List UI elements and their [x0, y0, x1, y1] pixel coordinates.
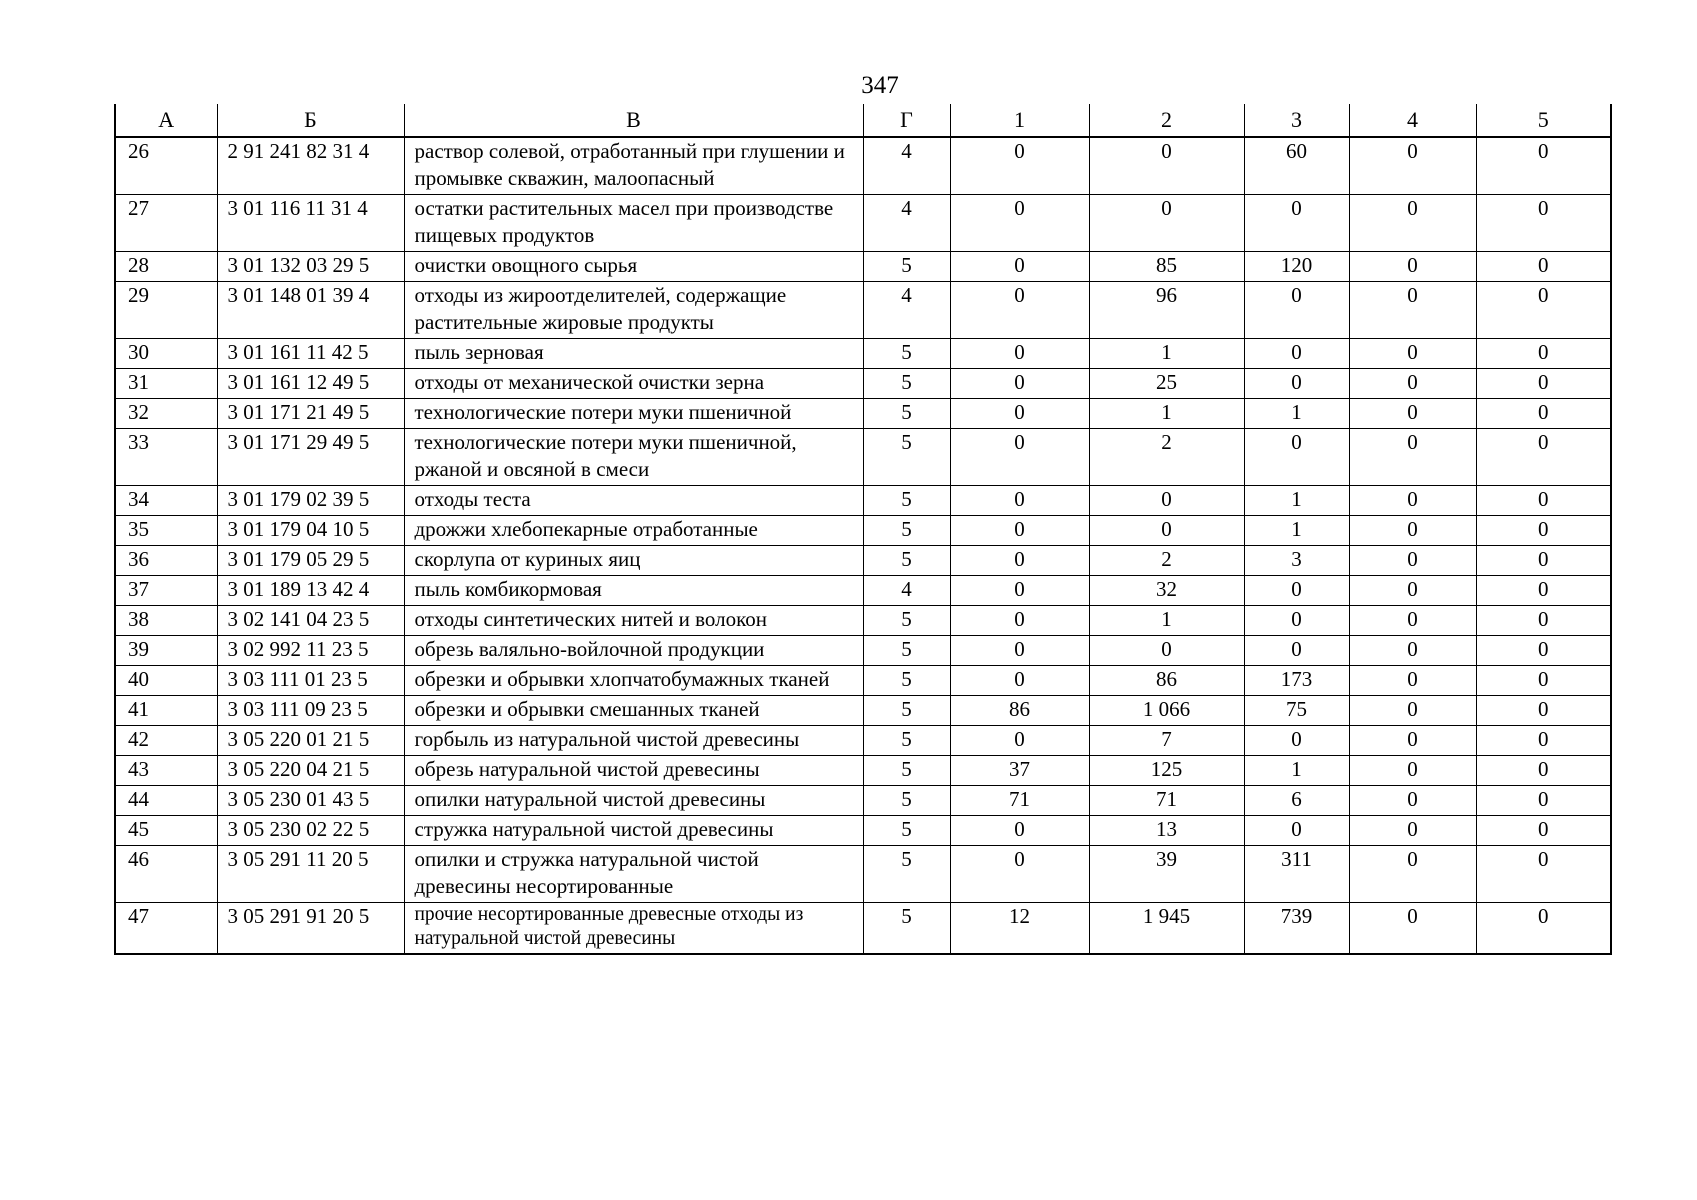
header-cell-a: А	[115, 104, 217, 137]
cell-col-1: 0	[950, 429, 1089, 486]
cell-col-2: 7	[1089, 726, 1244, 756]
cell-row-number: 26	[115, 137, 217, 195]
cell-col-4: 0	[1349, 726, 1476, 756]
cell-row-number: 32	[115, 399, 217, 429]
cell-col-3: 0	[1244, 726, 1349, 756]
cell-col-1: 0	[950, 486, 1089, 516]
cell-col-3: 1	[1244, 516, 1349, 546]
cell-hazard-class: 5	[863, 786, 950, 816]
cell-hazard-class: 5	[863, 816, 950, 846]
cell-col-3: 0	[1244, 576, 1349, 606]
cell-col-2: 96	[1089, 282, 1244, 339]
cell-code: 3 02 992 11 23 5	[217, 636, 404, 666]
cell-col-3: 0	[1244, 282, 1349, 339]
cell-col-2: 86	[1089, 666, 1244, 696]
cell-hazard-class: 5	[863, 516, 950, 546]
cell-col-2: 1 945	[1089, 903, 1244, 955]
cell-col-4: 0	[1349, 369, 1476, 399]
cell-col-1: 0	[950, 576, 1089, 606]
table-row	[115, 816, 1611, 846]
cell-waste-name: отходы от механической очистки зерна	[404, 369, 863, 399]
cell-col-3: 0	[1244, 369, 1349, 399]
cell-row-number: 39	[115, 636, 217, 666]
cell-hazard-class: 5	[863, 369, 950, 399]
cell-col-5: 0	[1476, 137, 1611, 195]
cell-col-5: 0	[1476, 195, 1611, 252]
cell-hazard-class: 5	[863, 339, 950, 369]
table-body	[115, 137, 1611, 954]
table-row	[115, 399, 1611, 429]
cell-col-4: 0	[1349, 516, 1476, 546]
table-row	[115, 282, 1611, 339]
cell-col-5: 0	[1476, 696, 1611, 726]
cell-col-1: 0	[950, 516, 1089, 546]
cell-col-2: 125	[1089, 756, 1244, 786]
cell-waste-name: обрезки и обрывки смешанных тканей	[404, 696, 863, 726]
cell-col-5: 0	[1476, 726, 1611, 756]
cell-row-number: 40	[115, 666, 217, 696]
cell-row-number: 44	[115, 786, 217, 816]
cell-hazard-class: 4	[863, 576, 950, 606]
cell-waste-name: дрожжи хлебопекарные отработанные	[404, 516, 863, 546]
cell-col-4: 0	[1349, 756, 1476, 786]
cell-col-1: 0	[950, 846, 1089, 903]
cell-col-1: 0	[950, 399, 1089, 429]
cell-col-3: 0	[1244, 195, 1349, 252]
cell-col-1: 86	[950, 696, 1089, 726]
cell-code: 3 01 116 11 31 4	[217, 195, 404, 252]
cell-col-3: 3	[1244, 546, 1349, 576]
cell-col-4: 0	[1349, 339, 1476, 369]
cell-col-4: 0	[1349, 606, 1476, 636]
cell-row-number: 31	[115, 369, 217, 399]
table-row	[115, 726, 1611, 756]
cell-code: 3 01 179 02 39 5	[217, 486, 404, 516]
cell-code: 3 05 230 02 22 5	[217, 816, 404, 846]
cell-hazard-class: 5	[863, 666, 950, 696]
header-cell-5: 5	[1476, 104, 1611, 137]
cell-hazard-class: 5	[863, 429, 950, 486]
cell-col-3: 0	[1244, 606, 1349, 636]
cell-col-5: 0	[1476, 516, 1611, 546]
cell-col-3: 0	[1244, 429, 1349, 486]
header-cell-3: 3	[1244, 104, 1349, 137]
cell-col-2: 0	[1089, 486, 1244, 516]
page-number: 347	[861, 72, 899, 99]
cell-col-4: 0	[1349, 576, 1476, 606]
cell-col-5: 0	[1476, 546, 1611, 576]
cell-col-3: 739	[1244, 903, 1349, 955]
cell-col-5: 0	[1476, 606, 1611, 636]
cell-col-3: 0	[1244, 339, 1349, 369]
cell-col-3: 1	[1244, 399, 1349, 429]
table-row	[115, 756, 1611, 786]
cell-hazard-class: 5	[863, 636, 950, 666]
cell-col-2: 0	[1089, 195, 1244, 252]
cell-col-3: 1	[1244, 486, 1349, 516]
cell-code: 3 03 111 01 23 5	[217, 666, 404, 696]
cell-col-1: 0	[950, 666, 1089, 696]
cell-col-2: 1	[1089, 399, 1244, 429]
cell-waste-name: пыль зерновая	[404, 339, 863, 369]
cell-col-4: 0	[1349, 846, 1476, 903]
cell-col-2: 2	[1089, 429, 1244, 486]
table-row	[115, 137, 1611, 195]
table-row	[115, 903, 1611, 955]
cell-col-1: 71	[950, 786, 1089, 816]
cell-col-2: 2	[1089, 546, 1244, 576]
header-cell-1: 1	[950, 104, 1089, 137]
cell-col-2: 1 066	[1089, 696, 1244, 726]
cell-col-4: 0	[1349, 252, 1476, 282]
cell-row-number: 30	[115, 339, 217, 369]
cell-col-3: 75	[1244, 696, 1349, 726]
cell-col-2: 32	[1089, 576, 1244, 606]
cell-waste-name: пыль комбикормовая	[404, 576, 863, 606]
cell-hazard-class: 5	[863, 546, 950, 576]
cell-row-number: 43	[115, 756, 217, 786]
cell-waste-name: отходы теста	[404, 486, 863, 516]
table-row	[115, 606, 1611, 636]
cell-code: 3 01 179 05 29 5	[217, 546, 404, 576]
cell-col-5: 0	[1476, 756, 1611, 786]
header-row	[115, 104, 1611, 137]
table-row	[115, 846, 1611, 903]
cell-col-3: 1	[1244, 756, 1349, 786]
cell-code: 3 01 132 03 29 5	[217, 252, 404, 282]
cell-hazard-class: 4	[863, 282, 950, 339]
cell-waste-name: стружка натуральной чистой древесины	[404, 816, 863, 846]
cell-col-4: 0	[1349, 636, 1476, 666]
table-row	[115, 339, 1611, 369]
cell-waste-name: горбыль из натуральной чистой древесины	[404, 726, 863, 756]
cell-code: 3 01 161 11 42 5	[217, 339, 404, 369]
cell-waste-name: технологические потери муки пшеничной, ржаной и овсяной в смеси	[404, 429, 863, 486]
cell-col-4: 0	[1349, 399, 1476, 429]
cell-code: 3 01 148 01 39 4	[217, 282, 404, 339]
cell-waste-name: скорлупа от куриных яиц	[404, 546, 863, 576]
cell-code: 3 05 230 01 43 5	[217, 786, 404, 816]
waste-table	[114, 104, 1612, 955]
cell-row-number: 28	[115, 252, 217, 282]
cell-col-1: 0	[950, 195, 1089, 252]
cell-code: 3 01 189 13 42 4	[217, 576, 404, 606]
header-cell-2: 2	[1089, 104, 1244, 137]
cell-col-5: 0	[1476, 429, 1611, 486]
header-cell-4: 4	[1349, 104, 1476, 137]
cell-col-1: 0	[950, 137, 1089, 195]
cell-col-5: 0	[1476, 576, 1611, 606]
cell-col-1: 37	[950, 756, 1089, 786]
cell-col-5: 0	[1476, 486, 1611, 516]
cell-waste-name: технологические потери муки пшеничной	[404, 399, 863, 429]
cell-code: 3 01 161 12 49 5	[217, 369, 404, 399]
cell-hazard-class: 5	[863, 399, 950, 429]
table-row	[115, 486, 1611, 516]
cell-hazard-class: 5	[863, 606, 950, 636]
cell-hazard-class: 4	[863, 195, 950, 252]
table-row	[115, 546, 1611, 576]
cell-col-2: 1	[1089, 339, 1244, 369]
cell-hazard-class: 4	[863, 137, 950, 195]
cell-col-4: 0	[1349, 429, 1476, 486]
cell-col-2: 13	[1089, 816, 1244, 846]
cell-col-5: 0	[1476, 786, 1611, 816]
cell-row-number: 34	[115, 486, 217, 516]
cell-waste-name: опилки и стружка натуральной чистой древесины несортированные	[404, 846, 863, 903]
cell-col-4: 0	[1349, 903, 1476, 955]
table-row	[115, 429, 1611, 486]
cell-col-5: 0	[1476, 666, 1611, 696]
cell-code: 3 02 141 04 23 5	[217, 606, 404, 636]
cell-col-4: 0	[1349, 137, 1476, 195]
cell-row-number: 46	[115, 846, 217, 903]
cell-row-number: 42	[115, 726, 217, 756]
cell-col-5: 0	[1476, 339, 1611, 369]
table-row	[115, 576, 1611, 606]
cell-col-1: 0	[950, 339, 1089, 369]
cell-row-number: 47	[115, 903, 217, 955]
cell-waste-name: отходы из жироотделителей, содержащие растительные жировые продукты	[404, 282, 863, 339]
cell-col-2: 39	[1089, 846, 1244, 903]
table-row	[115, 696, 1611, 726]
table-row	[115, 369, 1611, 399]
cell-code: 3 01 171 21 49 5	[217, 399, 404, 429]
cell-waste-name: прочие несортированные древесные отходы из натуральной чистой древесины	[404, 903, 863, 955]
cell-code: 3 01 171 29 49 5	[217, 429, 404, 486]
cell-col-3: 311	[1244, 846, 1349, 903]
cell-col-1: 0	[950, 606, 1089, 636]
cell-row-number: 37	[115, 576, 217, 606]
cell-col-2: 71	[1089, 786, 1244, 816]
cell-row-number: 35	[115, 516, 217, 546]
cell-col-2: 1	[1089, 606, 1244, 636]
cell-code: 3 05 291 11 20 5	[217, 846, 404, 903]
cell-hazard-class: 5	[863, 252, 950, 282]
cell-col-2: 0	[1089, 636, 1244, 666]
cell-col-5: 0	[1476, 816, 1611, 846]
cell-col-5: 0	[1476, 369, 1611, 399]
cell-col-3: 173	[1244, 666, 1349, 696]
cell-col-5: 0	[1476, 399, 1611, 429]
cell-col-1: 0	[950, 369, 1089, 399]
cell-row-number: 45	[115, 816, 217, 846]
cell-row-number: 38	[115, 606, 217, 636]
table-row	[115, 195, 1611, 252]
cell-col-4: 0	[1349, 195, 1476, 252]
cell-col-4: 0	[1349, 282, 1476, 339]
cell-col-4: 0	[1349, 666, 1476, 696]
cell-col-5: 0	[1476, 252, 1611, 282]
cell-col-4: 0	[1349, 546, 1476, 576]
cell-col-4: 0	[1349, 786, 1476, 816]
cell-code: 3 05 220 04 21 5	[217, 756, 404, 786]
table-row	[115, 666, 1611, 696]
cell-col-5: 0	[1476, 282, 1611, 339]
cell-code: 3 01 179 04 10 5	[217, 516, 404, 546]
cell-col-2: 0	[1089, 516, 1244, 546]
cell-col-3: 0	[1244, 636, 1349, 666]
cell-code: 2 91 241 82 31 4	[217, 137, 404, 195]
cell-waste-name: остатки растительных масел при производстве пищевых продуктов	[404, 195, 863, 252]
header-cell-b: Б	[217, 104, 404, 137]
cell-col-2: 85	[1089, 252, 1244, 282]
cell-col-1: 0	[950, 252, 1089, 282]
cell-row-number: 36	[115, 546, 217, 576]
header-cell-v: В	[404, 104, 863, 137]
cell-col-3: 60	[1244, 137, 1349, 195]
cell-col-3: 120	[1244, 252, 1349, 282]
table-row	[115, 636, 1611, 666]
cell-hazard-class: 5	[863, 846, 950, 903]
cell-code: 3 03 111 09 23 5	[217, 696, 404, 726]
cell-col-3: 6	[1244, 786, 1349, 816]
cell-code: 3 05 220 01 21 5	[217, 726, 404, 756]
table-row	[115, 786, 1611, 816]
cell-col-1: 0	[950, 282, 1089, 339]
cell-col-4: 0	[1349, 486, 1476, 516]
cell-col-1: 0	[950, 726, 1089, 756]
cell-waste-name: опилки натуральной чистой древесины	[404, 786, 863, 816]
cell-row-number: 33	[115, 429, 217, 486]
cell-row-number: 41	[115, 696, 217, 726]
cell-waste-name: очистки овощного сырья	[404, 252, 863, 282]
cell-waste-name: обрезки и обрывки хлопчатобумажных тканей	[404, 666, 863, 696]
cell-col-5: 0	[1476, 903, 1611, 955]
cell-hazard-class: 5	[863, 726, 950, 756]
cell-col-1: 0	[950, 546, 1089, 576]
table-row	[115, 516, 1611, 546]
header-cell-g: Г	[863, 104, 950, 137]
document-table-container	[114, 104, 1610, 955]
cell-col-1: 12	[950, 903, 1089, 955]
cell-waste-name: обрезь валяльно-войлочной продукции	[404, 636, 863, 666]
cell-col-2: 25	[1089, 369, 1244, 399]
cell-col-4: 0	[1349, 696, 1476, 726]
cell-row-number: 27	[115, 195, 217, 252]
cell-waste-name: обрезь натуральной чистой древесины	[404, 756, 863, 786]
cell-row-number: 29	[115, 282, 217, 339]
cell-col-2: 0	[1089, 137, 1244, 195]
cell-hazard-class: 5	[863, 696, 950, 726]
cell-col-3: 0	[1244, 816, 1349, 846]
table-row	[115, 252, 1611, 282]
cell-col-5: 0	[1476, 846, 1611, 903]
cell-hazard-class: 5	[863, 486, 950, 516]
cell-col-1: 0	[950, 816, 1089, 846]
cell-col-4: 0	[1349, 816, 1476, 846]
cell-waste-name: раствор солевой, отработанный при глушении и промывке скважин, малоопасный	[404, 137, 863, 195]
cell-waste-name: отходы синтетических нитей и волокон	[404, 606, 863, 636]
table-header	[115, 104, 1611, 137]
cell-col-1: 0	[950, 636, 1089, 666]
cell-hazard-class: 5	[863, 756, 950, 786]
cell-hazard-class: 5	[863, 903, 950, 955]
cell-col-5: 0	[1476, 636, 1611, 666]
cell-code: 3 05 291 91 20 5	[217, 903, 404, 955]
